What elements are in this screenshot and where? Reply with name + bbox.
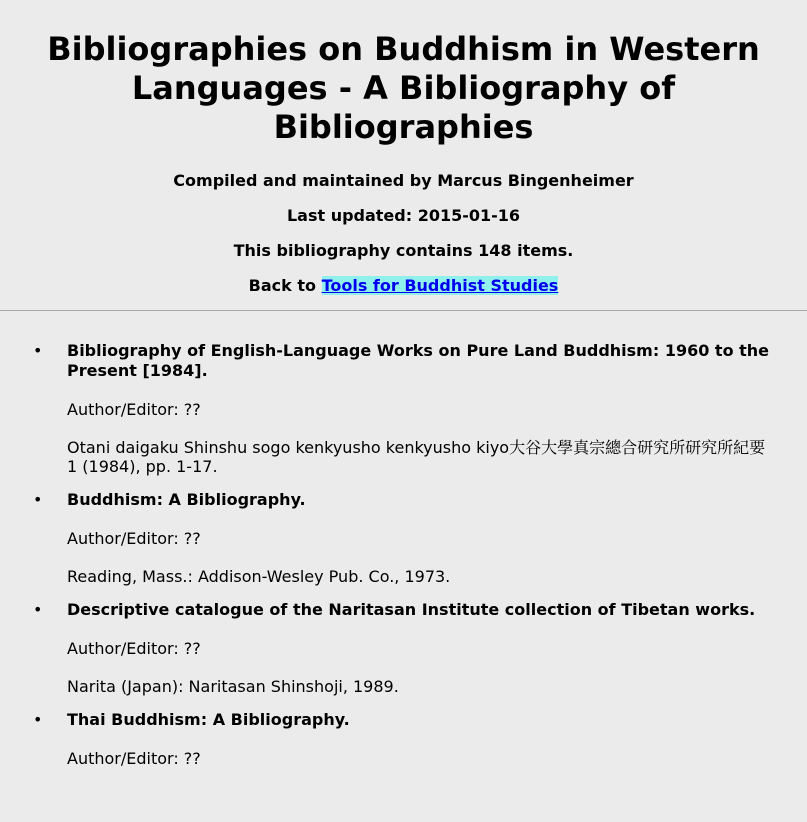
item-title: Buddhism: A Bibliography. (67, 490, 306, 509)
item-author: Author/Editor: ?? (67, 749, 201, 768)
back-prefix: Back to (248, 276, 322, 295)
item-publication: Narita (Japan): Naritasan Shinshoji, 1989. (67, 677, 399, 696)
list-item (33, 341, 777, 476)
item-title: Descriptive catalogue of the Naritasan Institute collection of Tibetan works. (67, 600, 756, 619)
item-publication: Reading, Mass.: Addison-Wesley Pub. Co., 1973. (67, 567, 451, 586)
item-title: Thai Buddhism: A Bibliography. (67, 710, 350, 729)
item-title: Bibliography of English-Language Works on Pure Land Buddhism: 1960 to the Present [1984]. (67, 341, 770, 380)
bibliography-list (0, 311, 807, 768)
compiler-line: Compiled and maintained by Marcus Bingenheimer (173, 171, 634, 190)
bullet-icon: • (33, 600, 43, 619)
list-item (33, 710, 777, 768)
list-item (33, 490, 777, 586)
bullet-icon: • (33, 341, 43, 360)
last-updated: Last updated: 2015-01-16 (286, 206, 521, 225)
bullet-icon: • (33, 490, 43, 509)
back-link-line (0, 276, 807, 296)
item-count: This bibliography contains 148 items. (233, 241, 574, 260)
tools-link[interactable]: Tools for Buddhist Studies (321, 276, 559, 295)
list-item (33, 600, 777, 696)
page-header (0, 0, 807, 296)
item-author: Author/Editor: ?? (67, 400, 201, 419)
item-author: Author/Editor: ?? (67, 529, 201, 548)
page-title: Bibliographies on Buddhism in Western Languages - A Bibliography of Bibliographies (47, 30, 760, 146)
bullet-icon: • (33, 710, 43, 729)
item-author: Author/Editor: ?? (67, 639, 201, 658)
item-publication: Otani daigaku Shinshu sogo kenkyusho kenkyusho kiyo大谷大學真宗總合研究所研究所紀要 1 (1984), pp. 1-17. (67, 438, 766, 476)
